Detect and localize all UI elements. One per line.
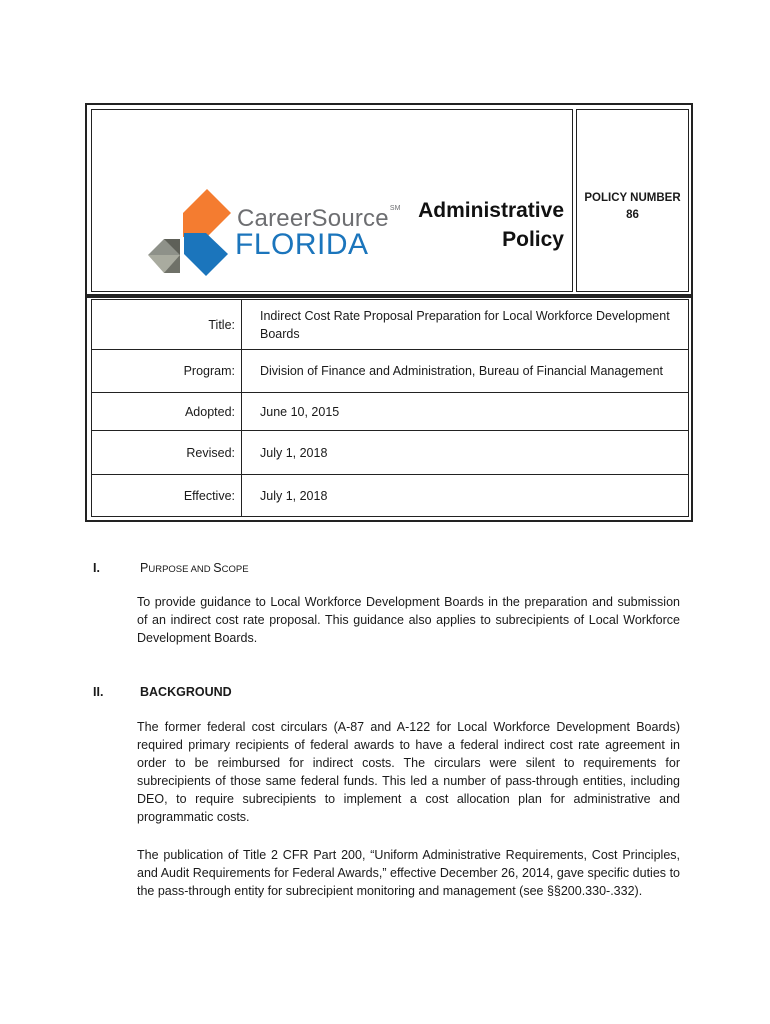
row-label: Adopted: xyxy=(92,393,242,430)
logo-brand-bottom: FLORIDA xyxy=(235,228,369,261)
table-row-program xyxy=(92,350,688,393)
policy-info-table xyxy=(85,294,693,522)
section-number-purpose: I. xyxy=(93,561,100,575)
row-value: Division of Finance and Administration, Bureau of Financial Management xyxy=(260,364,663,378)
table-row-adopted xyxy=(92,393,688,431)
policy-number-value: 86 xyxy=(626,209,639,221)
table-row-revised xyxy=(92,431,688,475)
document-type-title: Administrative Policy xyxy=(418,199,564,251)
logo-title-cell xyxy=(91,109,573,292)
row-label: Title: xyxy=(92,300,242,349)
table-row-title xyxy=(92,300,688,350)
logo-orange-diamond xyxy=(183,189,231,237)
background-paragraph-2: The publication of Title 2 CFR Part 200, “Uniform Administrative Requirements, Cost Principles, and Audit Requirements for Federal Awards,” effective December 26, 2014, gave specific duties to the pass-through entity for subrecipient monitoring and management (see §§200.330-.332). xyxy=(137,848,680,898)
row-label: Program: xyxy=(92,350,242,392)
background-paragraph-1: The former federal cost circulars (A-87 and A-122 for Local Workforce Development Boards) required primary recipients of federal awards to have a federal indirect cost rate agreement in order to be reimbursed for indirect costs. The circulars were silent to requirements for subrecipients of those same federal funds. This led a number of pass-through entities, including DEO, to require subrecipients to implement a cost allocation plan for administrative and programmatic costs. xyxy=(137,720,680,824)
careersource-logo-mark xyxy=(144,183,234,283)
row-value: June 10, 2015 xyxy=(260,404,340,419)
policy-number-cell xyxy=(576,109,689,292)
row-value: July 1, 2018 xyxy=(260,488,328,503)
section-heading-purpose: PURPOSE AND SCOPE xyxy=(140,561,249,575)
row-label: Effective: xyxy=(92,475,242,516)
purpose-paragraph: To provide guidance to Local Workforce Development Boards in the preparation and submission of an indirect cost rate proposal. This guidance also applies to subrecipients of Local Workforce Development Boards. xyxy=(137,595,680,645)
section-number-background: II. xyxy=(93,685,104,699)
table-row-effective xyxy=(92,475,688,516)
policy-number-label: POLICY NUMBER xyxy=(584,192,681,204)
header-box xyxy=(85,103,693,298)
row-value: Indirect Cost Rate Proposal Preparation for Local Workforce Development Boards xyxy=(260,308,670,341)
logo-brand-top: CareerSource℠ xyxy=(237,205,401,232)
row-label: Revised: xyxy=(92,431,242,474)
logo-blue-diamond xyxy=(184,233,228,276)
row-value: July 1, 2018 xyxy=(260,445,328,460)
section-heading-background: BACKGROUND xyxy=(140,685,232,699)
